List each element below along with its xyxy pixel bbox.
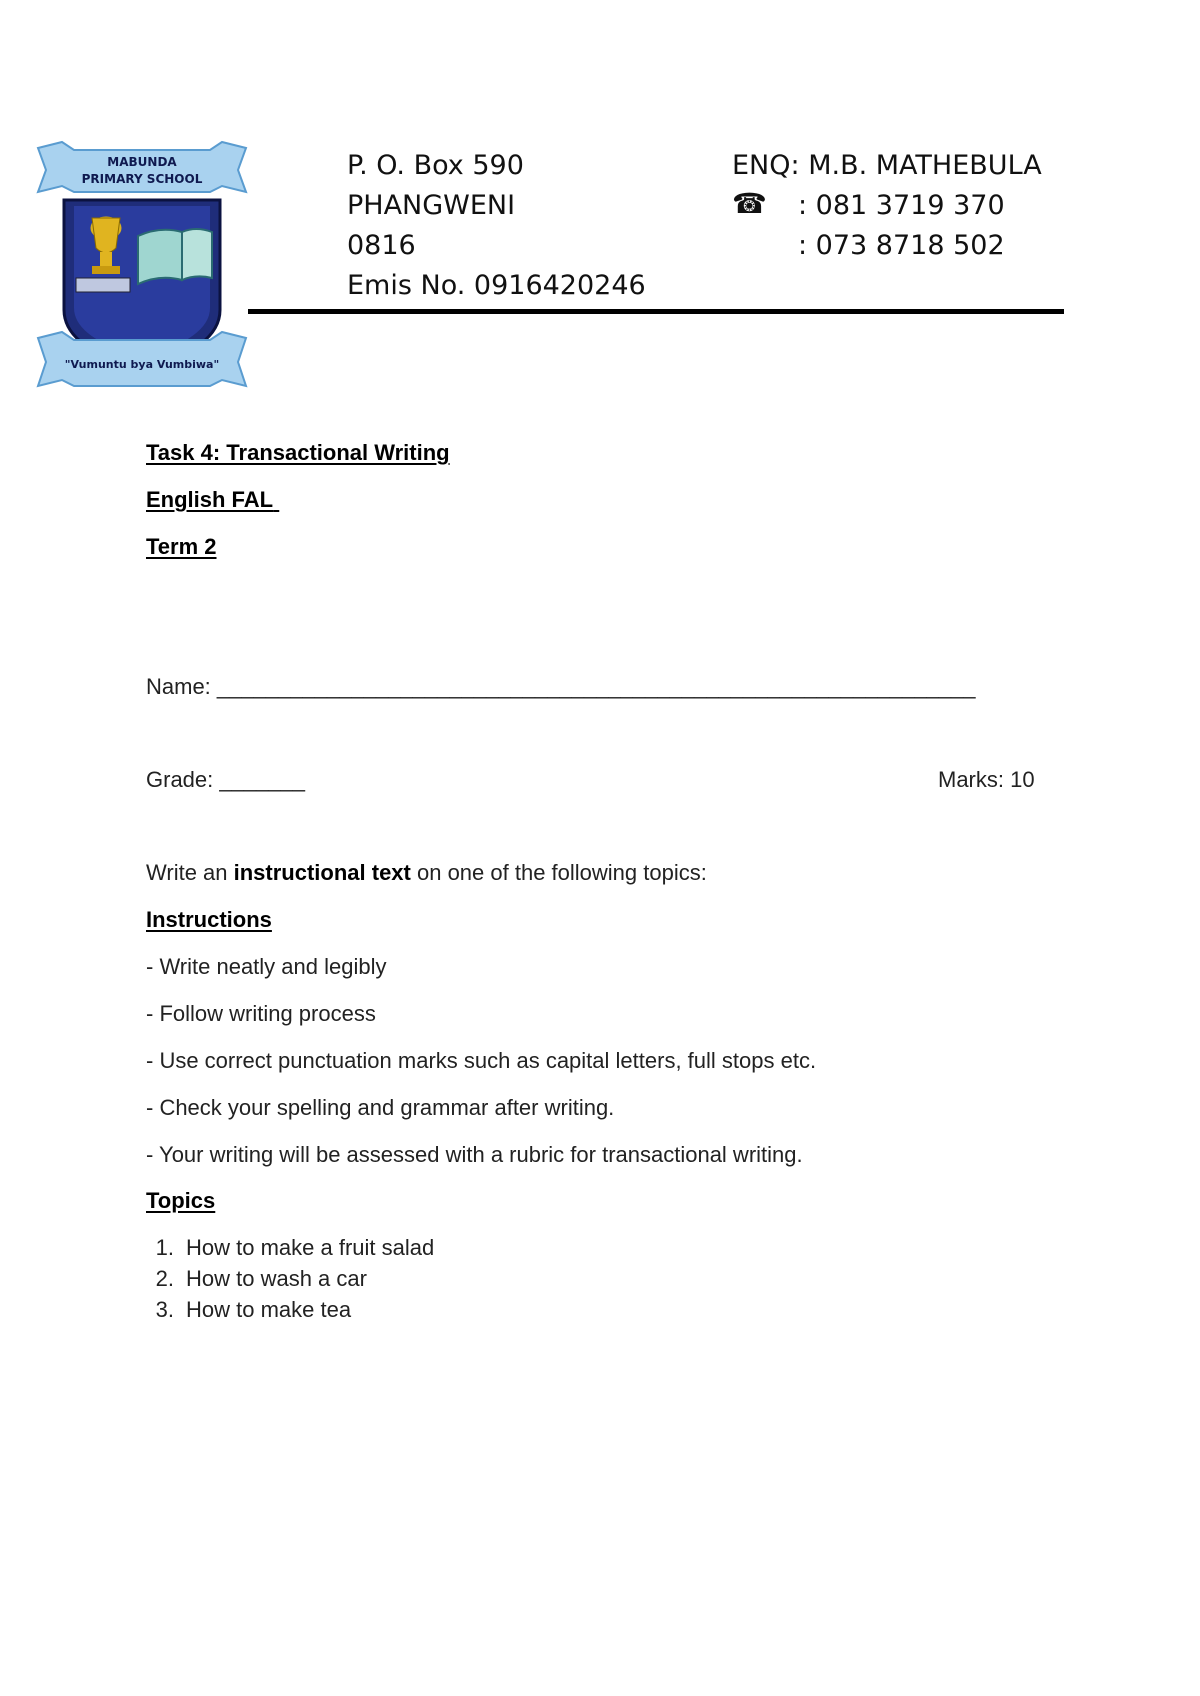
term-title: Term 2 — [146, 534, 217, 559]
subject-title — [146, 487, 279, 513]
prompt-post: on one of the following topics: — [410, 860, 707, 885]
instruction-item: - Check your spelling and grammar after writing. — [146, 1095, 615, 1120]
enquiries-label: ENQ: M.B. MATHEBULA — [732, 150, 1042, 181]
address-line-emis: Emis No. 0916420246 — [347, 270, 646, 301]
prompt-bold: instructional text — [233, 860, 411, 885]
logo-banner-line2: PRIMARY SCHOOL — [81, 172, 203, 186]
telephone-icon: ☎ — [732, 187, 767, 220]
grade-field[interactable]: Grade: _______ — [146, 767, 306, 792]
topic-number: 1. — [155, 1235, 174, 1260]
list-item — [134, 1263, 434, 1294]
topic-text: How to make tea — [186, 1297, 352, 1322]
list-item — [134, 1294, 434, 1325]
topics-heading: Topics — [146, 1188, 216, 1213]
topic-text: How to make a fruit salad — [186, 1235, 435, 1260]
instruction-item: - Use correct punctuation marks such as capital letters, full stops etc. — [146, 1048, 817, 1073]
task-title: Task 4: Transactional Writing — [146, 440, 450, 465]
list-item — [134, 1232, 434, 1263]
instruction-item: - Your writing will be assessed with a rubric for transactional writing. — [146, 1142, 803, 1167]
logo-banner-line1: MABUNDA — [107, 155, 177, 169]
header-divider — [248, 309, 1064, 314]
address-line-box: P. O. Box 590 — [347, 150, 524, 181]
phone-number-2: : 073 8718 502 — [798, 230, 1005, 261]
school-crest-icon — [34, 140, 250, 394]
address-block — [347, 146, 646, 306]
topics-list — [134, 1232, 434, 1325]
subject-text: English FAL — [146, 487, 274, 512]
marks-label: Marks: 10 — [938, 767, 1035, 792]
name-field[interactable]: Name: ______________________________________________________________ — [146, 674, 976, 699]
topic-number: 3. — [155, 1297, 174, 1322]
address-line-town: PHANGWENI — [347, 190, 516, 221]
contact-block — [732, 146, 1072, 266]
logo-motto: "Vumuntu bya Vumbiwa" — [64, 358, 220, 371]
phone-number-1: : 081 3719 370 — [798, 190, 1005, 221]
school-logo — [34, 140, 250, 394]
instructions-heading: Instructions — [146, 907, 272, 932]
topic-text: How to wash a car — [186, 1266, 367, 1291]
writing-prompt — [146, 860, 707, 886]
address-line-code: 0816 — [347, 230, 416, 261]
instruction-item: - Follow writing process — [146, 1001, 376, 1026]
topic-number: 2. — [155, 1266, 174, 1291]
instruction-item: - Write neatly and legibly — [146, 954, 387, 979]
prompt-pre: Write an — [146, 860, 234, 885]
